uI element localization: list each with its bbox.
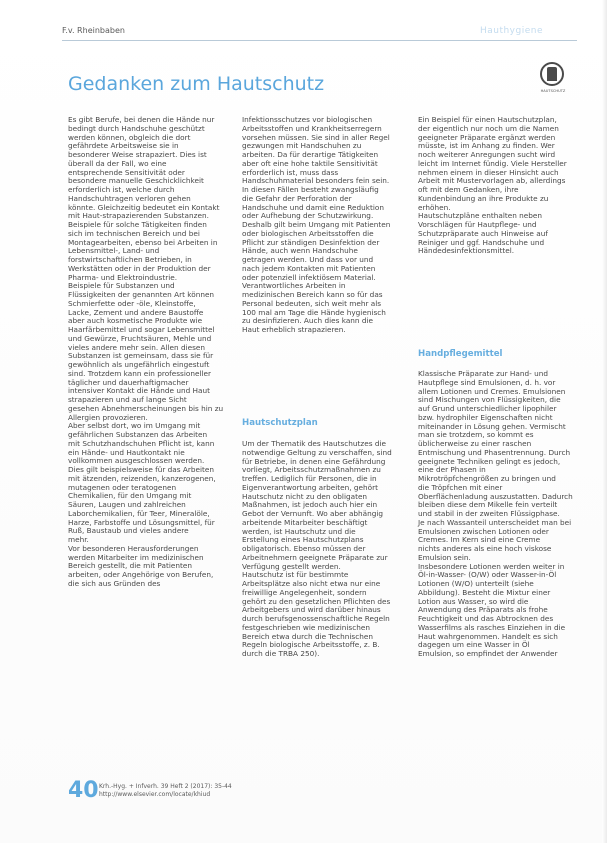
logo-caption: HAUTSCHUTZ [540,89,566,93]
text-line: Emulsion sein. [418,552,471,562]
text-line: Vorschlägen für Hautpflege- und [418,220,537,229]
text-line: In diesen Fällen besteht zwangsläufig [242,185,379,194]
text-line: Infektionsschutzes vor biologischen [242,115,373,124]
text-line: nehmen einem in dieser Hinsicht auch [418,167,559,177]
text-line: vorsehen müssen. Sie sind in aller Regel [242,132,390,142]
text-line: Hautpflege sind Emulsionen, d. h. vor [418,377,556,387]
text-line: überall da der Fall, wo eine [68,158,167,168]
journal-citation [99,783,232,798]
text-line: Lotion aus Wasser, so wird die [418,596,529,606]
text-line: arbeiten, oder Angehörige von Berufen, [68,570,214,579]
text-line: besondere manuelle Geschicklichkeit [68,176,204,186]
text-line: Handschuhtragen verloren gehen [68,193,191,203]
text-line: geeigneter Präparate ergänzt werden [418,132,556,142]
text-line: die Gefahr der Perforation der [242,193,352,203]
text-line: gehört zu den gesetzlichen Pflichten des [242,596,391,606]
text-line: vieles andere mehr sein. Allen diesen [68,342,206,352]
text-line: üblicherweise zu einer raschen [418,439,532,448]
text-line: Lotionen (W/O) unterteilt (siehe [418,579,534,588]
text-line: arbeitende Mitarbeiter beschäftigt [242,517,368,527]
text-line: sind Mischungen von Flüssigkeiten, die [418,395,561,405]
text-line: noch weiterer Anregungen sucht wird [418,150,556,159]
text-line: Wasserfilms als rasches Einziehen in die [418,622,566,632]
text-line: zu desinfizieren. Auch dies kann die [242,316,374,326]
text-line: Eigenverantwortung arbeiten, gehört [242,482,378,492]
text-line: Ein Beispiel für einen Hautschutzplan, [418,115,557,124]
text-line: geeignete Techniken gelingt es jedoch, [418,456,561,466]
text-line: Dies gilt beispielsweise für das Arbeiten [68,465,214,474]
text-line: müsste, ist im Anhang zu finden. Wer [418,141,555,151]
header-divider [62,40,577,41]
text-line: Emulsionen zwischen Lotionen oder [418,526,549,536]
text-line: Beispiele für solche Tätigkeiten finden [68,220,207,229]
text-line: mit Schutzhandschuhen Pflicht ist, kann [68,438,215,448]
text-line: Flüssigkeiten der genannten Art können [68,290,215,299]
text-line: Verfügung gestellt werden. [242,561,341,571]
text-line: Cremes. Im Kern sind eine Creme [418,535,541,545]
text-line: Kundenbindung an ihre Produkte zu [418,193,549,203]
text-line: und stabil in der zweiten Flüssigphase. [418,509,560,518]
text-line: Deshalb gilt beim Umgang mit Patienten [242,220,391,229]
text-line: medizinischen Bereich kann so für das [242,290,383,299]
text-line: Personal bedeuten, sich weit mehr als [242,298,382,308]
text-line: Maßnahmen, ist jedoch auch hier ein [242,500,378,510]
text-line: Handschuhe und damit eine Reduktion [242,202,384,212]
text-line: auf Grund unterschiedlicher lipophiler [418,404,557,413]
text-line: gesehen Abnehmerscheinungen bis hin zu [68,403,224,413]
text-line: könnte. Gleichzeitig bedeutet ein Kontakt [68,202,220,212]
text-line: Arbeitgebers und wird darüber hinaus [242,605,381,615]
text-line: ein Hände- und Hautkontakt nie [68,447,185,457]
text-line: Haut erheblich strapazieren. [242,325,346,334]
text-line: Erstellung eines Hautschutzplans [242,535,364,545]
text-line: Haarfärbemittel und sogar Lebensmittel [68,325,215,334]
text-line: Bereich gestellt, die mit Patienten [68,561,192,571]
text-line: miteinander in Lösung gehen. Vermischt [418,421,566,431]
text-line: der eigentlich nur noch um die Namen [418,123,559,133]
text-line: dagegen um eine Wasser in Öl [418,640,530,650]
text-line: gezwungen mit Handschuhen zu [242,141,362,151]
text-line: Chemikalien, für den Umgang mit [68,491,192,501]
text-line: arbeiten. Da für derartige Tätigkeiten [242,150,379,159]
text-line: bzw. hydrophiler Eigenschaften nicht [418,412,553,422]
text-line: forstwirtschaftlichen Betrieben, in [68,255,192,264]
text-line: Lebensmittel-, Land- und [68,246,160,256]
text-line: treffen. Lediglich für Personen, die in [242,474,377,483]
text-line: Mikrotröpfchengrößen zu bringen und [418,474,556,483]
text-line: werden, ist Hautschutz und die [242,526,356,536]
text-line: Arbeit mit Mustervorlagen ab, allerdings [418,176,566,186]
text-line: Harze, Farbstoffe und Lösungsmittel, für [68,517,215,527]
text-line: Beispiele für Substanzen und [68,281,175,291]
text-line: entsprechende Sensitivität oder [68,167,185,177]
text-line: bedingt durch Handschuhe geschützt [68,123,205,133]
text-column-2-bottom [242,440,404,659]
text-line: Bereich etwa durch die Technischen [242,631,373,641]
text-line: Werkstätten oder in der Produktion der [68,263,211,273]
text-line: festgeschrieben wie medizinischen [242,622,370,632]
text-line: erhöhen. [418,202,451,212]
text-line: Allergien provozieren. [68,412,148,422]
article-title: Gedanken zum Hautschutz [68,72,325,95]
text-line: Pharma- und Elektroindustrie. [68,272,178,282]
glove-icon [547,67,557,81]
text-line: Hände, auch wenn Handschuhe [242,246,358,256]
text-line: mehr. [68,535,89,544]
text-line: Regeln biologische Arbeitsstoffe, z. B. [242,640,380,650]
text-line: werden Mitarbeiter im medizinischen [68,552,204,562]
hautschutz-logo [538,62,568,100]
text-line: obligatorisch. Ebenso müssen der [242,544,366,553]
text-line: oft mit dem Gedanken, ihre [418,185,519,194]
text-line: vorliegt, Arbeitsschutzmaßnahmen zu [242,465,381,475]
text-line: Oberflächenladung auszustatten. Dadurch [418,491,573,501]
text-line: gewöhnlich als ungefährlich eingestuft [68,360,210,369]
text-line: Handschuhmaterial besonders fein sein. [242,176,390,186]
text-line: getragen werden. Und dass vor und [242,255,374,264]
citation-line: Krh.-Hyg. + Infverh. 39 Heft 2 (2017): 35-44 [99,783,232,790]
text-line: intensiver Kontakt die Hände und Haut [68,386,210,396]
text-line: nach jedem Kontakten mit Patienten [242,263,376,273]
running-head-section: Hauthygiene [479,26,543,36]
text-line: aber oft eine hohe taktile Sensitivität [242,158,378,168]
text-line: nichts anderes als eine hoch viskose [418,544,552,553]
text-line: werden können, obgleich die dort [68,132,191,142]
scan-edge [602,0,607,843]
text-line: Arbeitsstoffen und Krankheitserregern [242,123,382,133]
text-line: die sich aus Gründen des [68,578,161,588]
text-line: Aber selbst dort, wo im Umgang mit [68,421,201,431]
text-column-2-top [242,116,404,335]
text-line: notwendige Geltung zu verschaffen, sind [242,447,392,457]
text-line: vollkommen ausgeschlossen werden. [68,456,205,466]
text-line: Substanzen ist gemeinsam, dass sie für [68,351,214,361]
text-line: oder potenziell infektiösem Material. [242,272,376,282]
text-line: Laborchemikalien, für Teer, Mineralöle, [68,508,210,518]
text-line: allem Lotionen und Cremes. Emulsionen [418,386,566,396]
text-line: Reiniger und ggf. Handschuhe und [418,237,545,247]
text-line: erforderlich ist, welche durch [68,185,175,194]
text-line: Abbildung). Besteht die Mixtur einer [418,587,551,597]
text-line: Entmischung und Phasentrennung. Durch [418,447,571,457]
text-line: eine der Phasen in [418,465,486,475]
text-line: besonderer Weise strapaziert. Dies ist [68,150,207,159]
text-line: Hautschutz ist für bestimmte [242,570,349,580]
text-line: Klassische Präparate zur Hand- und [418,369,548,378]
text-line: täglicher und dauerhaftigmacher [68,377,189,387]
running-head-author: F.v. Rheinbaben [62,26,125,35]
text-line: Schmierfette oder -öle, Kleinstoffe, [68,298,196,308]
text-line: 100 mal am Tage die Hände hygienisch [242,307,386,317]
text-column-1 [68,116,226,589]
text-column-3-bottom [418,370,578,659]
text-line: gefährlichen Substanzen das Arbeiten [68,430,208,439]
text-line: mit ätzenden, reizenden, kanzerogenen, [68,473,216,483]
text-line: bleiben diese dem Mikelle fein verteilt [418,500,558,510]
subheading-hautschutzplan: Hautschutzplan [242,418,318,428]
text-line: Ruß, Baustaub und vieles andere [68,526,189,536]
text-line: freiwillige Angelegenheit, sondern [242,587,367,597]
text-line: Um der Thematik des Hautschutzes die [242,439,386,448]
journal-url-link[interactable]: http://www.elsevier.com/locate/khiud [99,790,211,798]
text-line: oder Aufhebung der Schutzwirkung. [242,211,374,221]
text-line: sich im technischen Bereich und bei [68,228,200,238]
text-line: Hautschutzpläne enthalten neben [418,211,543,221]
text-line: Haut wahrgenommen. Handelt es sich [418,631,558,641]
text-line: Hautschutz nicht zu den obligaten [242,491,368,501]
text-line: leicht im Internet fündig. Viele Hersteller [418,158,567,168]
text-line: Pflicht zur ständigen Desinfektion der [242,237,380,247]
text-line: für Betriebe, in denen eine Gefährdung [242,456,386,466]
text-line: Händedesinfektionsmittel. [418,246,515,256]
text-line: Emulsion, so empfindet der Anwender [418,649,558,658]
text-line: mutagenen oder teratogenen [68,482,177,492]
text-line: gefährdete Arbeitsweise sie in [68,141,179,151]
text-line: Feuchtigkeit und das Abtrocknen des [418,614,554,623]
text-line: Vor besonderen Herausforderungen [68,543,199,553]
text-line: strapazieren und auf lange Sicht [68,395,187,404]
text-line: Lacke, Zement und andere Baustoffe [68,307,204,317]
text-line: und Gewürze, Fruchtsäuren, Mehle und [68,333,212,343]
text-line: Anwendung des Präparats als frohe [418,605,548,615]
text-line: mit Haut-strapazierenden Substanzen. [68,211,209,221]
text-line: oder biologischen Arbeitsstoffen die [242,228,374,238]
text-line: sind. Trotzdem kann ein professioneller [68,368,211,378]
text-line: Öl-in-Wasser- (O/W) oder Wasser-in-Öl [418,570,557,580]
page-number: 40 [68,778,99,803]
text-line: Je nach Wassanteil unterscheidet man bei [418,517,572,527]
text-line: erforderlich ist, muss dass [242,167,339,177]
subheading-handpflegemittel: Handpflegemittel [418,349,503,359]
text-line: Gebot der Vernunft. Wo aber abhängig [242,509,384,518]
text-line: Verantwortliches Arbeiten in [242,281,346,291]
text-line: aber auch kosmetische Produkte wie [68,316,203,326]
text-line: man sie trotzdem, so kommt es [418,430,534,440]
text-line: durch die TRBA 250). [242,649,320,658]
text-line: die Tröpfchen mit einer [418,482,503,492]
text-column-3-top [418,116,578,256]
text-line: Schutzpräparate auch Hinweise auf [418,228,548,238]
text-line: Arbeitnehmern geeignete Präparate zur [242,552,388,562]
text-line: Montagearbeiten, ebenso bei Arbeiten in [68,237,218,247]
text-line: durch berufsgenossenschaftliche Regeln [242,614,390,623]
text-line: Säuren, Laugen und zahlreichen [68,500,186,509]
text-line: Arbeitsplätze also nicht etwa nur eine [242,579,381,588]
text-line: Es gibt Berufe, bei denen die Hände nur [68,115,215,124]
text-line: Insbesondere Lotionen werden weiter in [418,561,565,571]
